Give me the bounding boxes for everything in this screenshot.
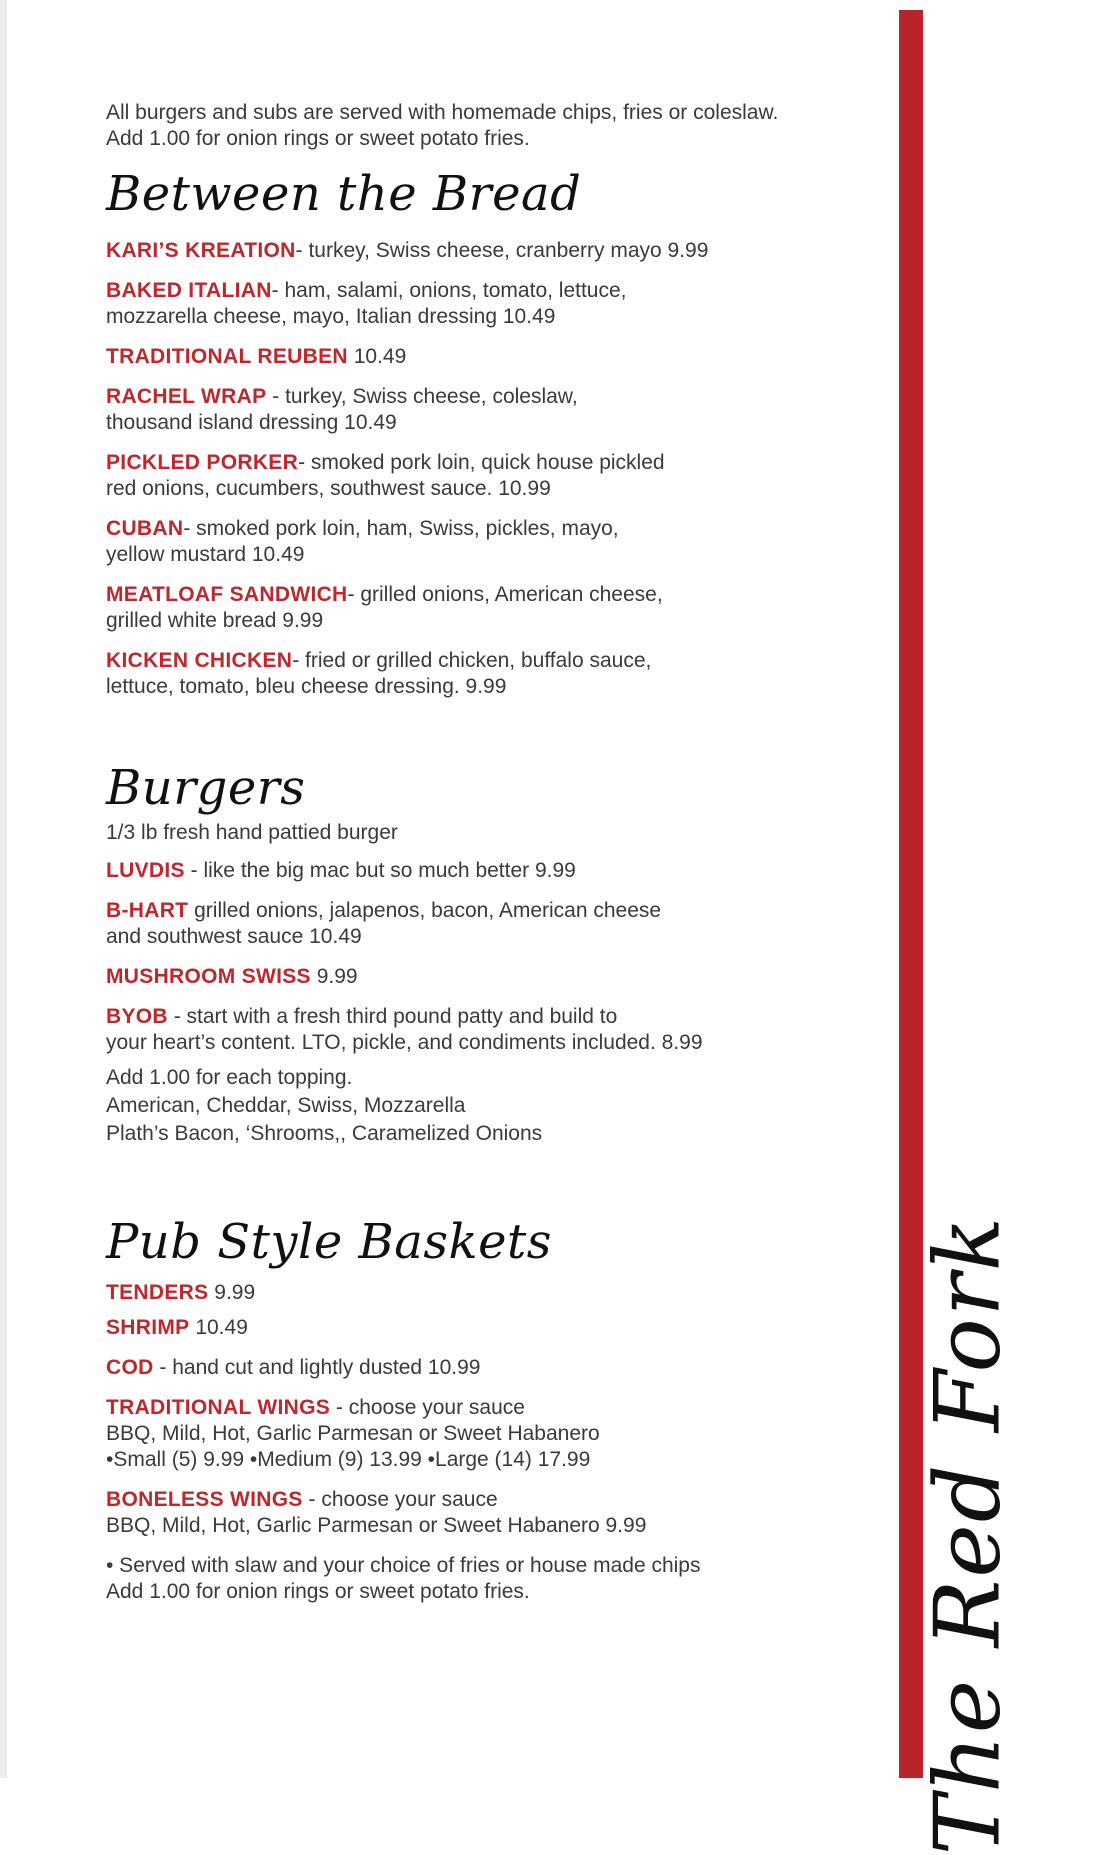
menu-item bbox=[106, 582, 886, 634]
item-desc-line3: •Small (5) 9.99 •Medium (9) 13.99 •Large (14) 17.99 bbox=[106, 1448, 591, 1471]
menu-item bbox=[106, 278, 886, 330]
menu-item bbox=[106, 1280, 886, 1306]
topping-notes bbox=[106, 1064, 886, 1148]
intro-line: All burgers and subs are served with homemade chips, fries or coleslaw. bbox=[106, 101, 779, 124]
item-desc: - choose your sauce bbox=[330, 1396, 525, 1419]
item-desc-line2: thousand island dressing 10.49 bbox=[106, 411, 397, 434]
section-bread-items bbox=[106, 238, 886, 700]
item-name: PICKLED PORKER bbox=[106, 451, 299, 474]
menu-item bbox=[106, 516, 886, 568]
item-name: BYOB bbox=[106, 1005, 168, 1028]
item-name: COD bbox=[106, 1356, 154, 1379]
item-name: B-HART bbox=[106, 899, 189, 922]
item-desc: - ham, salami, onions, tomato, lettuce, bbox=[271, 279, 627, 302]
section-title-burgers: Burgers bbox=[106, 760, 306, 816]
baskets-footer-note bbox=[106, 1553, 886, 1605]
brand-wordmark: The Red Fork bbox=[915, 1214, 1021, 1855]
item-desc: - like the big mac but so much better 9.99 bbox=[184, 859, 576, 882]
item-name: KARI’S KREATION bbox=[106, 239, 296, 262]
section-subtitle: 1/3 lb fresh hand pattied burger bbox=[106, 821, 398, 844]
item-desc: - turkey, Swiss cheese, cranberry mayo 9.99 bbox=[295, 239, 709, 262]
intro-note bbox=[106, 100, 886, 152]
section-baskets-items bbox=[106, 1280, 886, 1539]
item-desc: - turkey, Swiss cheese, coleslaw, bbox=[266, 385, 578, 408]
item-desc: - grilled onions, American cheese, bbox=[347, 583, 663, 606]
menu-item bbox=[106, 1355, 886, 1381]
section-title-pub-style-baskets: Pub Style Baskets bbox=[106, 1214, 552, 1270]
item-name: SHRIMP bbox=[106, 1316, 190, 1339]
topping-note-line: Plath’s Bacon, ‘Shrooms,, Caramelized Onions bbox=[106, 1122, 543, 1145]
item-desc: - hand cut and lightly dusted 10.99 bbox=[153, 1356, 481, 1379]
item-desc: - choose your sauce bbox=[302, 1488, 498, 1511]
menu-item bbox=[106, 858, 886, 884]
item-desc: - fried or grilled chicken, buffalo sauce, bbox=[292, 649, 652, 672]
item-name: RACHEL WRAP bbox=[106, 385, 267, 408]
menu-item bbox=[106, 344, 886, 370]
topping-note-line: American, Cheddar, Swiss, Mozzarella bbox=[106, 1094, 466, 1117]
menu-item bbox=[106, 384, 886, 436]
item-desc-line2: BBQ, Mild, Hot, Garlic Parmesan or Sweet Habanero 9.99 bbox=[106, 1514, 647, 1537]
item-desc-line2: grilled white bread 9.99 bbox=[106, 609, 324, 632]
item-desc: 9.99 bbox=[310, 965, 358, 988]
intro-line: Add 1.00 for onion rings or sweet potato fries. bbox=[106, 127, 530, 150]
menu-item bbox=[106, 1004, 886, 1056]
item-name: TRADITIONAL WINGS bbox=[106, 1396, 331, 1419]
item-desc: 9.99 bbox=[208, 1281, 256, 1304]
item-name: LUVDIS bbox=[106, 859, 185, 882]
menu-item bbox=[106, 898, 886, 950]
menu-item bbox=[106, 1315, 886, 1341]
item-desc-line2: your heart’s content. LTO, pickle, and condiments included. 8.99 bbox=[106, 1031, 703, 1054]
item-name: TRADITIONAL REUBEN bbox=[106, 345, 348, 368]
item-desc: - smoked pork loin, quick house pickled bbox=[298, 451, 665, 474]
menu-item bbox=[106, 964, 886, 990]
item-desc-line2: red onions, cucumbers, southwest sauce. 10.99 bbox=[106, 477, 551, 500]
menu-item bbox=[106, 238, 886, 264]
topping-note-line: Add 1.00 for each topping. bbox=[106, 1066, 353, 1089]
section-title-between-the-bread: Between the Bread bbox=[106, 166, 582, 222]
item-desc-line2: lettuce, tomato, bleu cheese dressing. 9.99 bbox=[106, 675, 507, 698]
item-desc-line2: mozzarella cheese, mayo, Italian dressing 10.49 bbox=[106, 305, 556, 328]
item-name: BONELESS WINGS bbox=[106, 1488, 303, 1511]
item-desc-line2: yellow mustard 10.49 bbox=[106, 543, 305, 566]
item-name: KICKEN CHICKEN bbox=[106, 649, 293, 672]
item-desc: grilled onions, jalapenos, bacon, American cheese bbox=[188, 899, 662, 922]
page-left-edge bbox=[0, 0, 7, 1778]
item-desc: - start with a fresh third pound patty and build to bbox=[167, 1005, 618, 1028]
item-name: BAKED ITALIAN bbox=[106, 279, 272, 302]
item-desc-line2: BBQ, Mild, Hot, Garlic Parmesan or Sweet Habanero bbox=[106, 1422, 600, 1445]
footer-line: • Served with slaw and your choice of fries or house made chips bbox=[106, 1554, 701, 1577]
footer-line: Add 1.00 for onion rings or sweet potato fries. bbox=[106, 1580, 530, 1603]
menu-item bbox=[106, 648, 886, 700]
item-name: MEATLOAF SANDWICH bbox=[106, 583, 348, 606]
section-burgers-items bbox=[106, 858, 886, 1148]
item-name: MUSHROOM SWISS bbox=[106, 965, 311, 988]
item-name: CUBAN bbox=[106, 517, 184, 540]
menu-item bbox=[106, 1487, 886, 1539]
item-desc: 10.49 bbox=[347, 345, 407, 368]
menu-item bbox=[106, 1395, 886, 1473]
menu-content bbox=[106, 100, 886, 1605]
item-desc: 10.49 bbox=[189, 1316, 248, 1339]
item-desc: - smoked pork loin, ham, Swiss, pickles, mayo, bbox=[183, 517, 619, 540]
item-desc-line2: and southwest sauce 10.49 bbox=[106, 925, 362, 948]
item-name: TENDERS bbox=[106, 1281, 209, 1304]
menu-item bbox=[106, 450, 886, 502]
